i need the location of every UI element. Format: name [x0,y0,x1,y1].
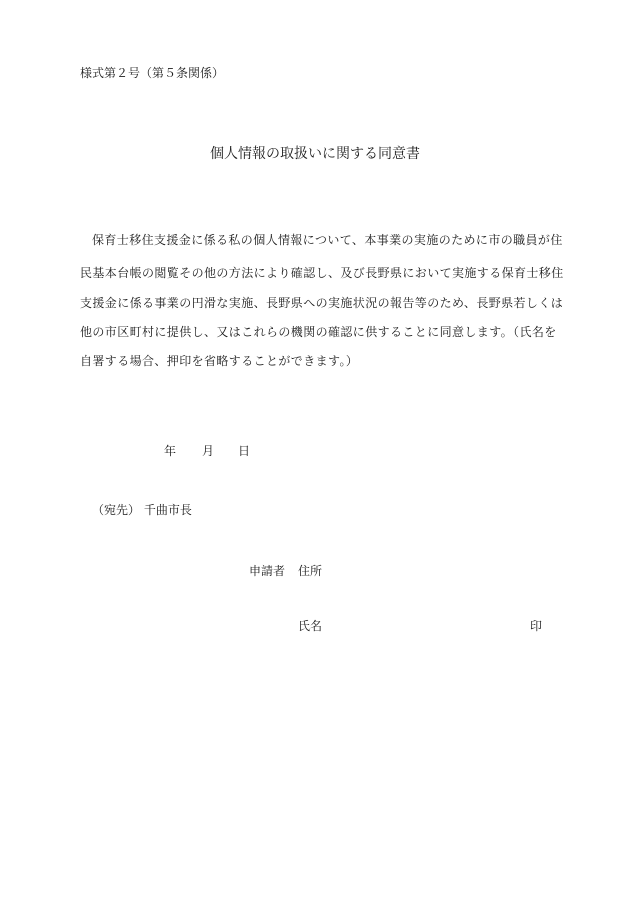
date-year-label: 年 [164,444,177,458]
consent-body-line: 自署する場合、押印を省略することができます。） [80,354,359,368]
form-number: 様式第２号（第５条関係） [80,66,225,80]
document-title: 個人情報の取扱いに関する同意書 [210,146,420,162]
consent-body-line: 支援金に係る事業の円滑な実施、長野県への実施状況の報告等のため、長野県若しくは [80,296,564,310]
date-month-label: 月 [202,444,215,458]
consent-body-line: 保育士移住支援金に係る私の個人情報について、本事業の実施のために市の職員が住 [92,233,563,247]
consent-body-line: 民基本台帳の閲覧その他の方法により確認し、及び長野県において実施する保育士移住 [80,266,564,280]
name-label: 氏名 [298,619,323,633]
seal-label: 印 [530,619,543,633]
address-label: 住所 [298,564,323,578]
date-day-label: 日 [238,444,251,458]
consent-body-line: 他の市区町村に提供し、又はこれらの機関の確認に供することに同意します。（氏名を [80,325,557,339]
addressee: （宛先） 千曲市長 [92,503,192,517]
applicant-label: 申請者 [249,564,286,578]
